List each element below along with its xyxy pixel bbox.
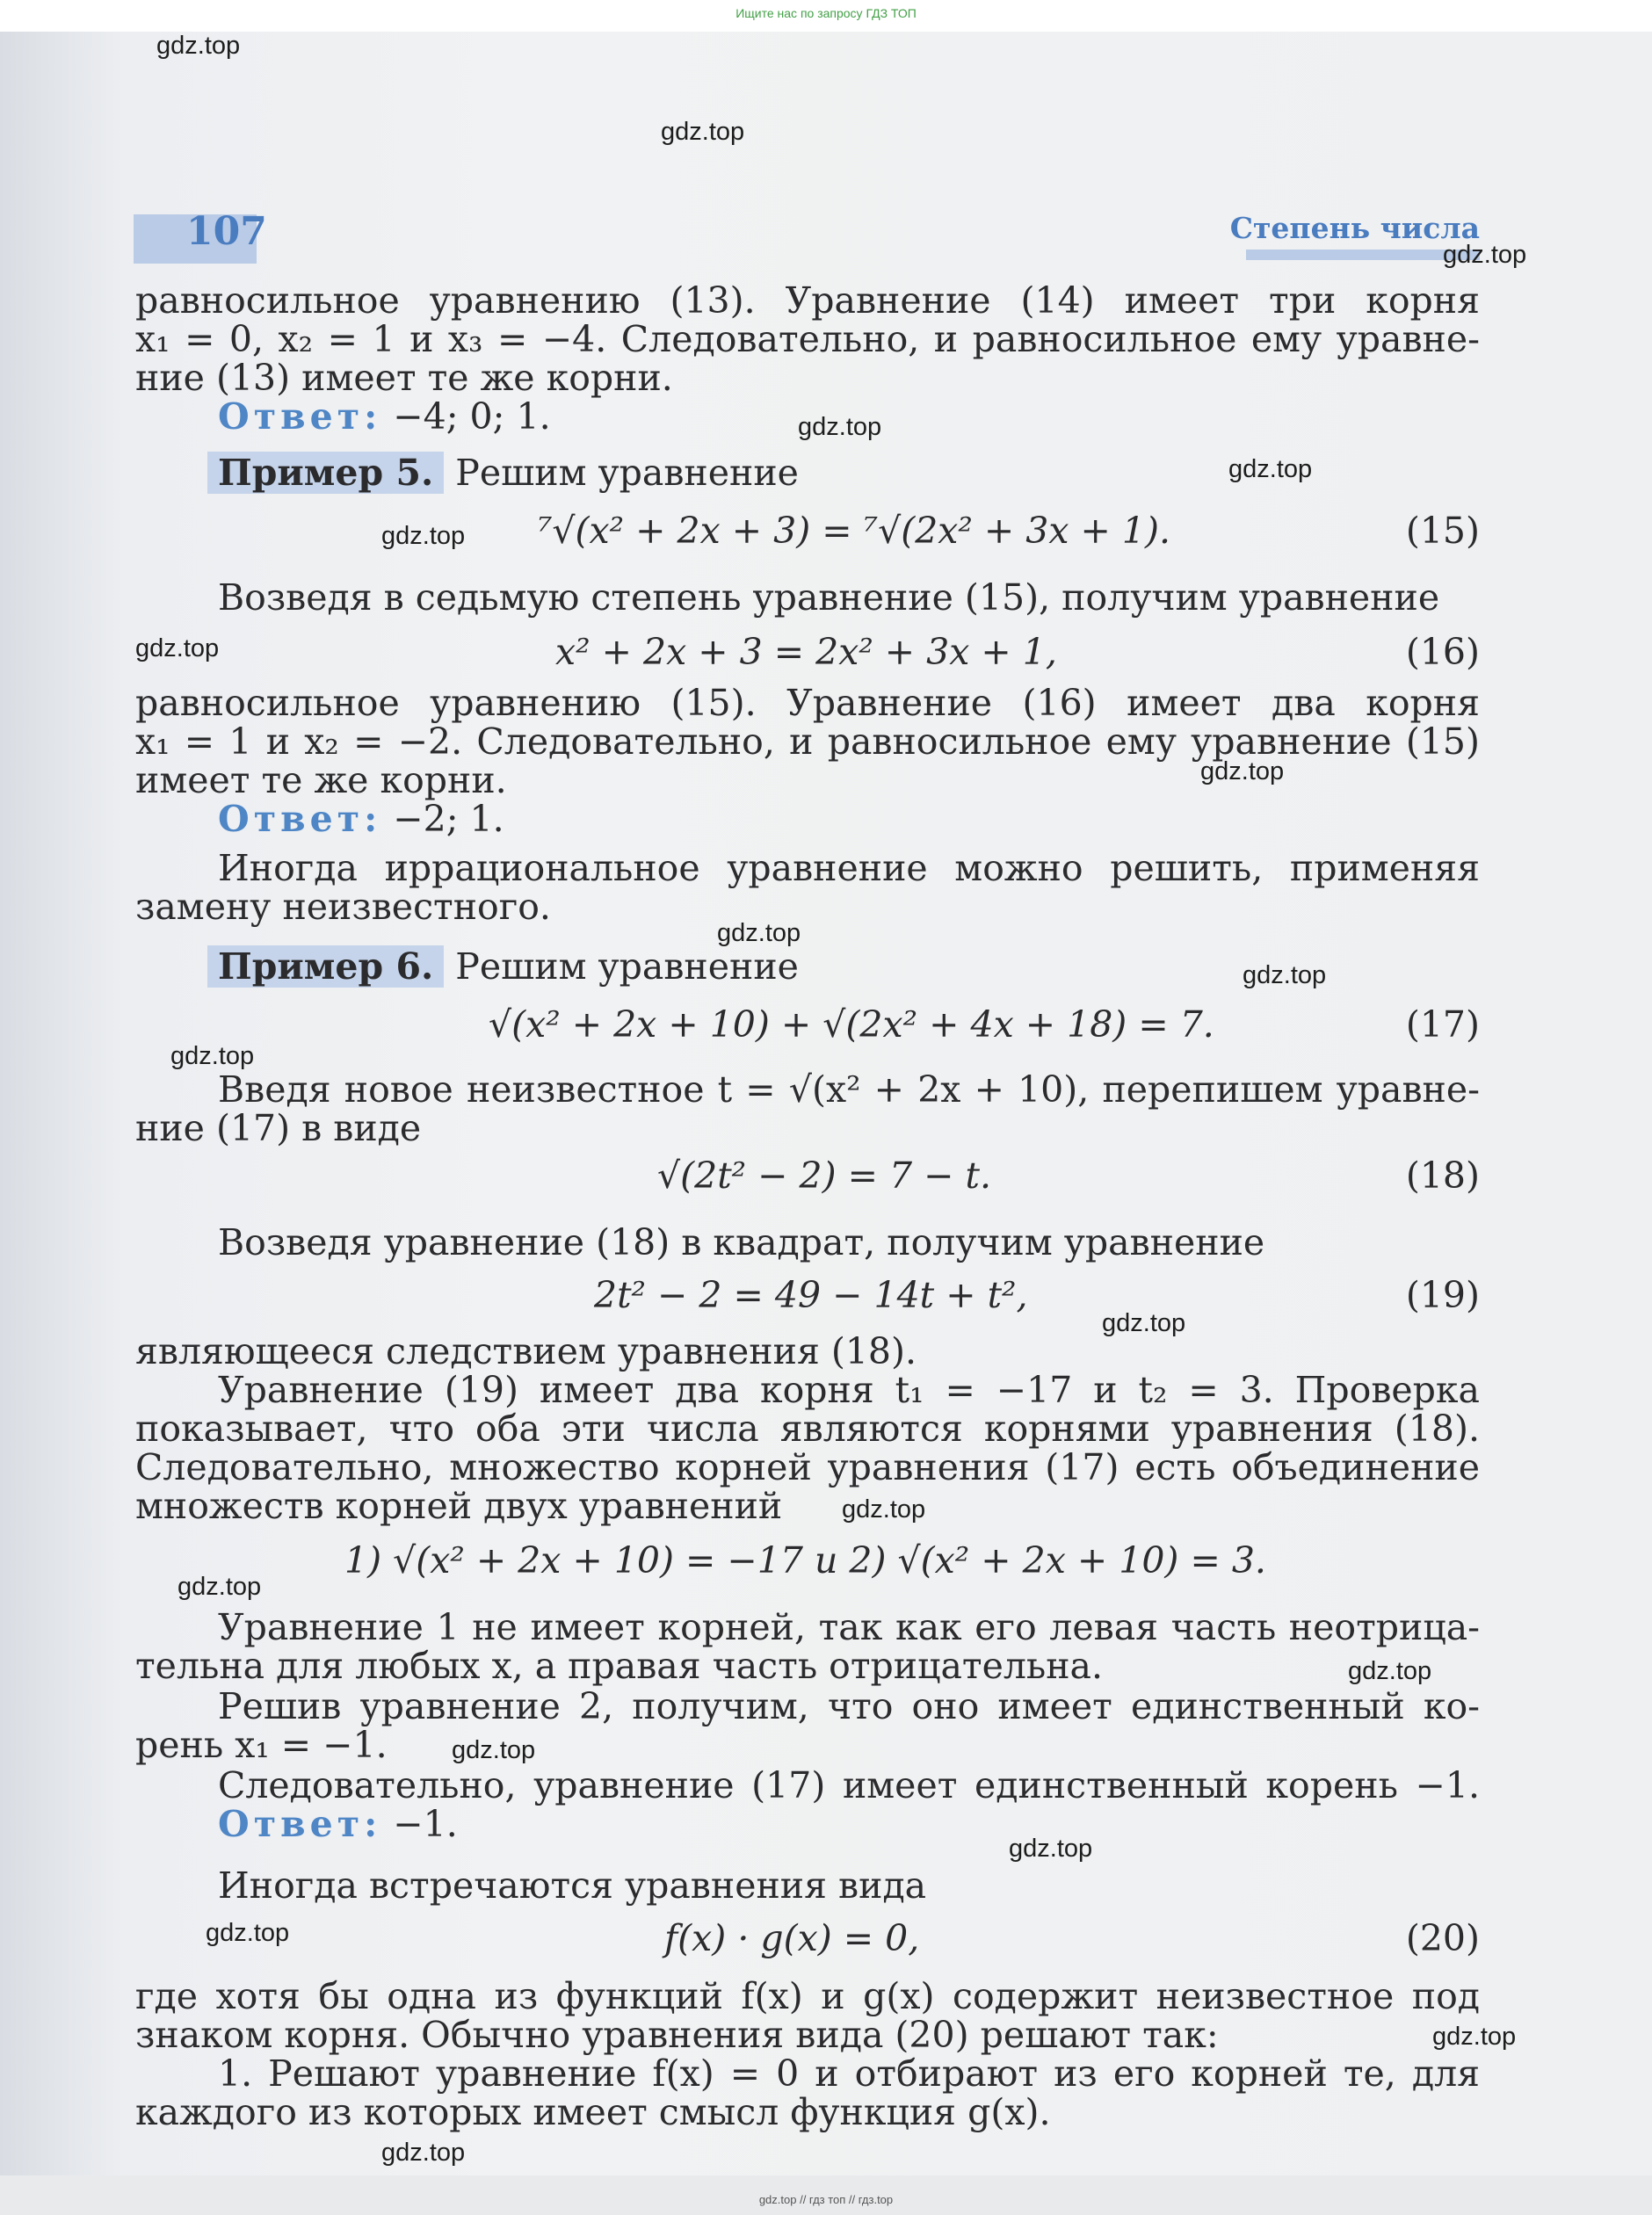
text-line: 1. Решают уравнение f(x) = 0 и отбирают из его корней те, для [218, 2052, 1480, 2095]
equation-17: √(x² + 2x + 10) + √(2x² + 4x + 18) = 7. [489, 1003, 1214, 1046]
text-line: рень x₁ = −1. [135, 1724, 388, 1766]
equation-16: x² + 2x + 3 = 2x² + 3x + 1, [555, 631, 1057, 673]
watermark: gdz.top [135, 634, 220, 662]
watermark: gdz.top [717, 919, 801, 947]
text-line: Уравнение 1 не имеет корней, так как его левая часть неотрица- [218, 1606, 1480, 1648]
example-text: Решим уравнение [444, 452, 799, 494]
text-line: равносильное уравнению (13). Уравнение (14) имеет три корня [135, 279, 1480, 322]
text-line: Введя новое неизвестное t = √(x² + 2x + 10), перепишем уравне- [218, 1068, 1480, 1111]
equation-pair: 1) √(x² + 2x + 10) = −17 и 2) √(x² + 2x + 10) = 3. [344, 1539, 1266, 1582]
watermark: gdz.top [452, 1736, 536, 1764]
top-banner: Ищите нас по запросу ГДЗ ТОП [0, 0, 1652, 32]
text-line: являющееся следствием уравнения (18). [135, 1330, 917, 1372]
text-line: знаком корня. Обычно уравнения вида (20) решают так: [135, 2014, 1219, 2056]
text-line: тельна для любых x, а правая часть отрицательна. [135, 1645, 1104, 1687]
text-line: Иногда встречаются уравнения вида [218, 1864, 927, 1907]
text-line: x₁ = 1 и x₂ = −2. Следовательно, и равносильное ему уравнение (15) [135, 720, 1480, 763]
bottom-banner: gdz.top // гдз топ // гдз.top [758, 2193, 894, 2206]
text-line: Возведя в седьмую степень уравнение (15), получим уравнение [218, 576, 1440, 619]
watermark: gdz.top [178, 1573, 262, 1601]
equation-18: √(2t² − 2) = 7 − t. [657, 1155, 992, 1197]
watermark: gdz.top [381, 2139, 466, 2167]
text-line: x₁ = 0, x₂ = 1 и x₃ = −4. Следовательно, и равносильное ему уравне- [135, 318, 1480, 360]
textbook-page [0, 32, 1652, 2175]
equation-20: f(x) · g(x) = 0, [664, 1917, 920, 1959]
section-title: Степень числа [1229, 211, 1480, 245]
equation-number: (15) [1405, 510, 1480, 552]
watermark: gdz.top [1200, 757, 1285, 785]
answer-line [218, 1803, 1562, 1845]
example-text: Решим уравнение [444, 945, 799, 988]
answer-line [218, 798, 1562, 840]
watermark: gdz.top [206, 1919, 290, 1947]
example-heading [218, 452, 1562, 494]
watermark: gdz.top [1228, 455, 1313, 483]
text-line: где хотя бы одна из функций f(x) и g(x) содержит неизвестное под [135, 1975, 1480, 2017]
watermark: gdz.top [1243, 961, 1327, 989]
equation-number: (16) [1405, 631, 1480, 673]
example-label: Пример 6. [207, 945, 444, 988]
answer-value: −4; 0; 1. [381, 395, 551, 438]
answer-label: Ответ: [218, 798, 382, 840]
answer-value: −2; 1. [381, 798, 504, 840]
watermark: gdz.top [1443, 241, 1527, 269]
example-heading [218, 945, 1562, 988]
equation-number: (18) [1405, 1155, 1480, 1197]
watermark: gdz.top [842, 1495, 926, 1524]
answer-label: Ответ: [218, 395, 382, 438]
text-line: Следовательно, уравнение (17) имеет единственный корень −1. [218, 1764, 1480, 1806]
watermark: gdz.top [661, 118, 745, 146]
text-line: Следовательно, множество корней уравнения (17) есть объединение [135, 1446, 1480, 1488]
equation-number: (17) [1405, 1003, 1480, 1046]
equation-15: ⁷√(x² + 2x + 3) = ⁷√(2x² + 3x + 1). [538, 510, 1171, 552]
watermark: gdz.top [1432, 2023, 1517, 2051]
page-number: 107 [186, 209, 267, 254]
text-line: Иногда иррациональное уравнение можно решить, применяя [218, 847, 1480, 889]
text-line: замену неизвестного. [135, 886, 551, 928]
watermark: gdz.top [170, 1042, 255, 1070]
watermark: gdz.top [1102, 1309, 1186, 1337]
equation-19: 2t² − 2 = 49 − 14t + t², [594, 1274, 1028, 1316]
text-line: Возведя уравнение (18) в квадрат, получим уравнение [218, 1221, 1265, 1263]
watermark: gdz.top [1348, 1657, 1432, 1685]
example-label: Пример 5. [207, 452, 444, 494]
text-line: Уравнение (19) имеет два корня t₁ = −17 и t₂ = 3. Проверка [218, 1369, 1480, 1411]
watermark: gdz.top [156, 32, 241, 60]
equation-number: (20) [1405, 1917, 1480, 1959]
answer-line [218, 395, 1562, 438]
text-line: имеет те же корни. [135, 759, 507, 801]
text-line: ние (13) имеет те же корни. [135, 357, 673, 399]
text-line: равносильное уравнению (15). Уравнение (16) имеет два корня [135, 682, 1480, 724]
watermark: gdz.top [381, 522, 466, 550]
watermark: gdz.top [798, 413, 882, 441]
equation-number: (19) [1405, 1274, 1480, 1316]
answer-value: −1. [381, 1803, 458, 1845]
text-line: каждого из которых имеет смысл функция g(x). [135, 2091, 1051, 2133]
answer-label: Ответ: [218, 1803, 382, 1845]
text-line: множеств корней двух уравнений [135, 1485, 783, 1527]
text-line: Решив уравнение 2, получим, что оно имеет единственный ко- [218, 1685, 1480, 1727]
text-line: ние (17) в виде [135, 1107, 422, 1149]
watermark: gdz.top [1009, 1835, 1093, 1863]
text-line: показывает, что оба эти числа являются корнями уравнения (18). [135, 1408, 1480, 1450]
